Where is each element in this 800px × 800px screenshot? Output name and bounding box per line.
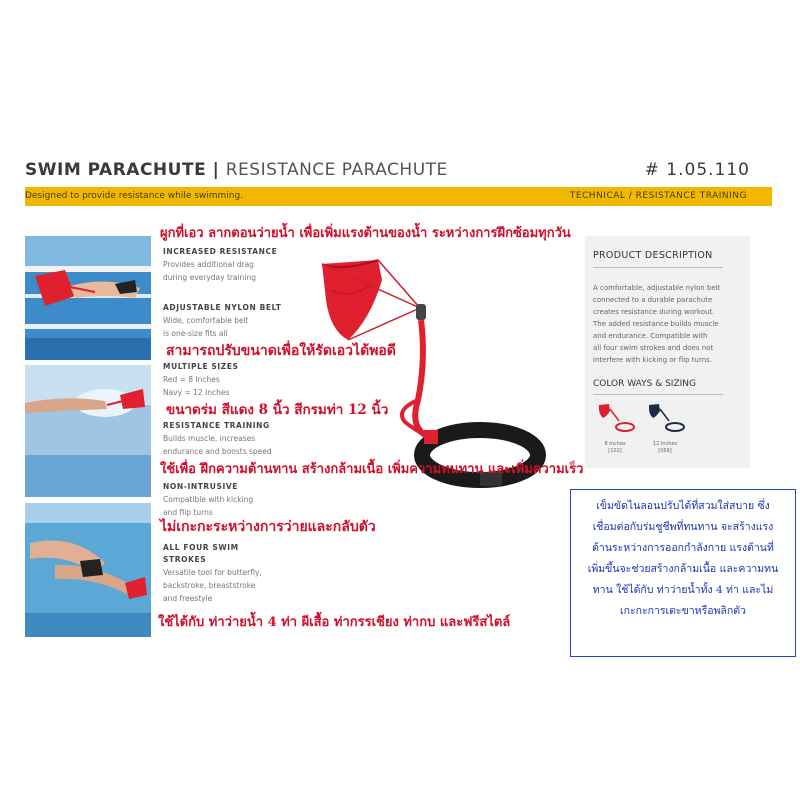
feature-text: backstroke, breaststroke <box>163 581 256 590</box>
feature-text: Navy = 12 Inches <box>163 388 230 397</box>
feature-text: Red = 8 Inches <box>163 375 220 384</box>
thai-caption-belt: สามารถปรับขนาดเพื่อให้รัดเอวได้พอดี <box>166 343 396 359</box>
feature-text: Builds muscle, increases <box>163 434 256 443</box>
thai-box-line: เกะกะการเตะขาหรือพลิกตัว <box>620 605 746 617</box>
feature-text: and freestyle <box>163 594 213 603</box>
description-title: PRODUCT DESCRIPTION <box>593 250 713 261</box>
thai-caption-strokes: ใช้ได้กับ ท่าว่ายน้ำ 4 ท่า ผีเสื้อ ท่ากรรเชียง ท่ากบ และฟรีสไตล์ <box>158 615 511 630</box>
feature-non-intrusive <box>163 481 303 519</box>
feature-heading: STROKES <box>163 555 207 564</box>
thai-box-line: ต้านระหว่างการออกกำลังกาย แรงต้านที่ <box>592 542 774 554</box>
divider <box>593 394 723 395</box>
thai-box-line: เชื่อมต่อกับร่มชูชีพที่ทนทาน จะสร้างแรง <box>592 521 774 533</box>
feature-text: and flip turns <box>163 508 213 517</box>
feature-heading: INCREASED RESISTANCE <box>163 247 278 256</box>
swimmer-photo-underwater <box>25 365 151 497</box>
description-line: and endurance. Compatible with <box>593 332 708 340</box>
swatch-size: 8 Inches <box>604 441 626 447</box>
feature-increased-resistance <box>163 246 303 284</box>
swatch-code: [066] <box>658 448 672 454</box>
tagline: Designed to provide resistance while swimming. <box>25 191 244 201</box>
swatch-red-parachute <box>595 401 635 441</box>
tagline-bar <box>25 187 772 206</box>
description-line: The added resistance builds muscle <box>593 320 719 328</box>
description-line: creates resistance during workout. <box>593 308 715 316</box>
feature-all-four-strokes <box>163 542 303 605</box>
feature-text: Versatile tool for butterfly, <box>163 568 262 577</box>
feature-resistance-training <box>163 420 303 458</box>
title-bold: SWIM PARACHUTE | <box>25 160 220 180</box>
thai-caption-sizes: ขนาดร่ม สีแดง 8 นิ้ว สีกรมท่า 12 นิ้ว <box>166 402 389 418</box>
description-line: connected to a durable parachute <box>593 296 713 304</box>
swimmer-photo-pool <box>25 236 151 360</box>
swatch-navy-label <box>645 441 685 455</box>
feature-adjustable-belt <box>163 302 303 340</box>
title-light: RESISTANCE PARACHUTE <box>225 160 448 180</box>
feature-heading: ADJUSTABLE NYLON BELT <box>163 303 282 312</box>
description-text <box>593 282 743 366</box>
category-label: TECHNICAL / RESISTANCE TRAINING <box>569 191 747 201</box>
feature-heading: NON-INTRUSIVE <box>163 482 239 491</box>
page-header <box>25 160 750 186</box>
thai-caption-training: ใช้เพื่อ ฝึกความต้านทาน สร้างกล้ามเนื้อ เพิ่มความทนทาน และเพิ่มความเร็ว <box>160 462 584 477</box>
swimmer-photo-backstroke <box>25 503 151 637</box>
product-description-panel <box>585 236 750 468</box>
color-ways-title: COLOR WAYS & SIZING <box>593 379 696 389</box>
swatch-navy-parachute <box>645 401 685 441</box>
feature-text: Compatible with kicking <box>163 495 254 504</box>
feature-text: endurance and boosts speed <box>163 447 272 456</box>
feature-text: during everyday training <box>163 273 257 282</box>
thai-description-box <box>570 489 796 657</box>
product-number: # 1.05.110 <box>644 160 750 180</box>
thai-box-line: เพิ่มขึ้นจะช่วยสร้างกล้ามเนื้อ และความทน <box>587 563 779 575</box>
swatch-code: [102] <box>608 448 622 454</box>
feature-text: is one-size fits all <box>163 329 228 338</box>
thai-box-line: ทาน ใช้ได้กับ ท่าว่ายน้ำทั้ง 4 ท่า และไม่ <box>592 584 774 596</box>
description-line: A comfortable, adjustable nylon belt <box>593 284 721 292</box>
swatch-size: 12 Inches <box>652 441 678 447</box>
feature-multiple-sizes <box>163 361 303 399</box>
feature-heading: MULTIPLE SIZES <box>163 362 239 371</box>
page-title <box>25 160 448 180</box>
thai-caption-non-intrusive: ไม่เกะกะระหว่างการว่ายและกลับตัว <box>160 519 376 535</box>
thai-caption-resistance: ผูกที่เอว ลากตอนว่ายน้ำ เพื่อเพิ่มแรงต้านของน้ำ ระหว่างการฝึกซ้อมทุกวัน <box>160 226 571 241</box>
description-line: interfere with kicking or flip turns. <box>593 356 713 364</box>
thai-box-line: เข็มขัดไนลอนปรับได้ที่สวมใส่สบาย ซึ่ง <box>596 500 770 512</box>
swatch-red-label <box>595 441 635 455</box>
feature-text: Provides additional drag <box>163 260 254 269</box>
feature-heading: ALL FOUR SWIM <box>163 543 239 552</box>
description-line: all four swim strokes and does not <box>593 344 714 352</box>
feature-text: Wide, comfortable belt <box>163 316 249 325</box>
divider <box>593 267 723 268</box>
feature-heading: RESISTANCE TRAINING <box>163 421 270 430</box>
